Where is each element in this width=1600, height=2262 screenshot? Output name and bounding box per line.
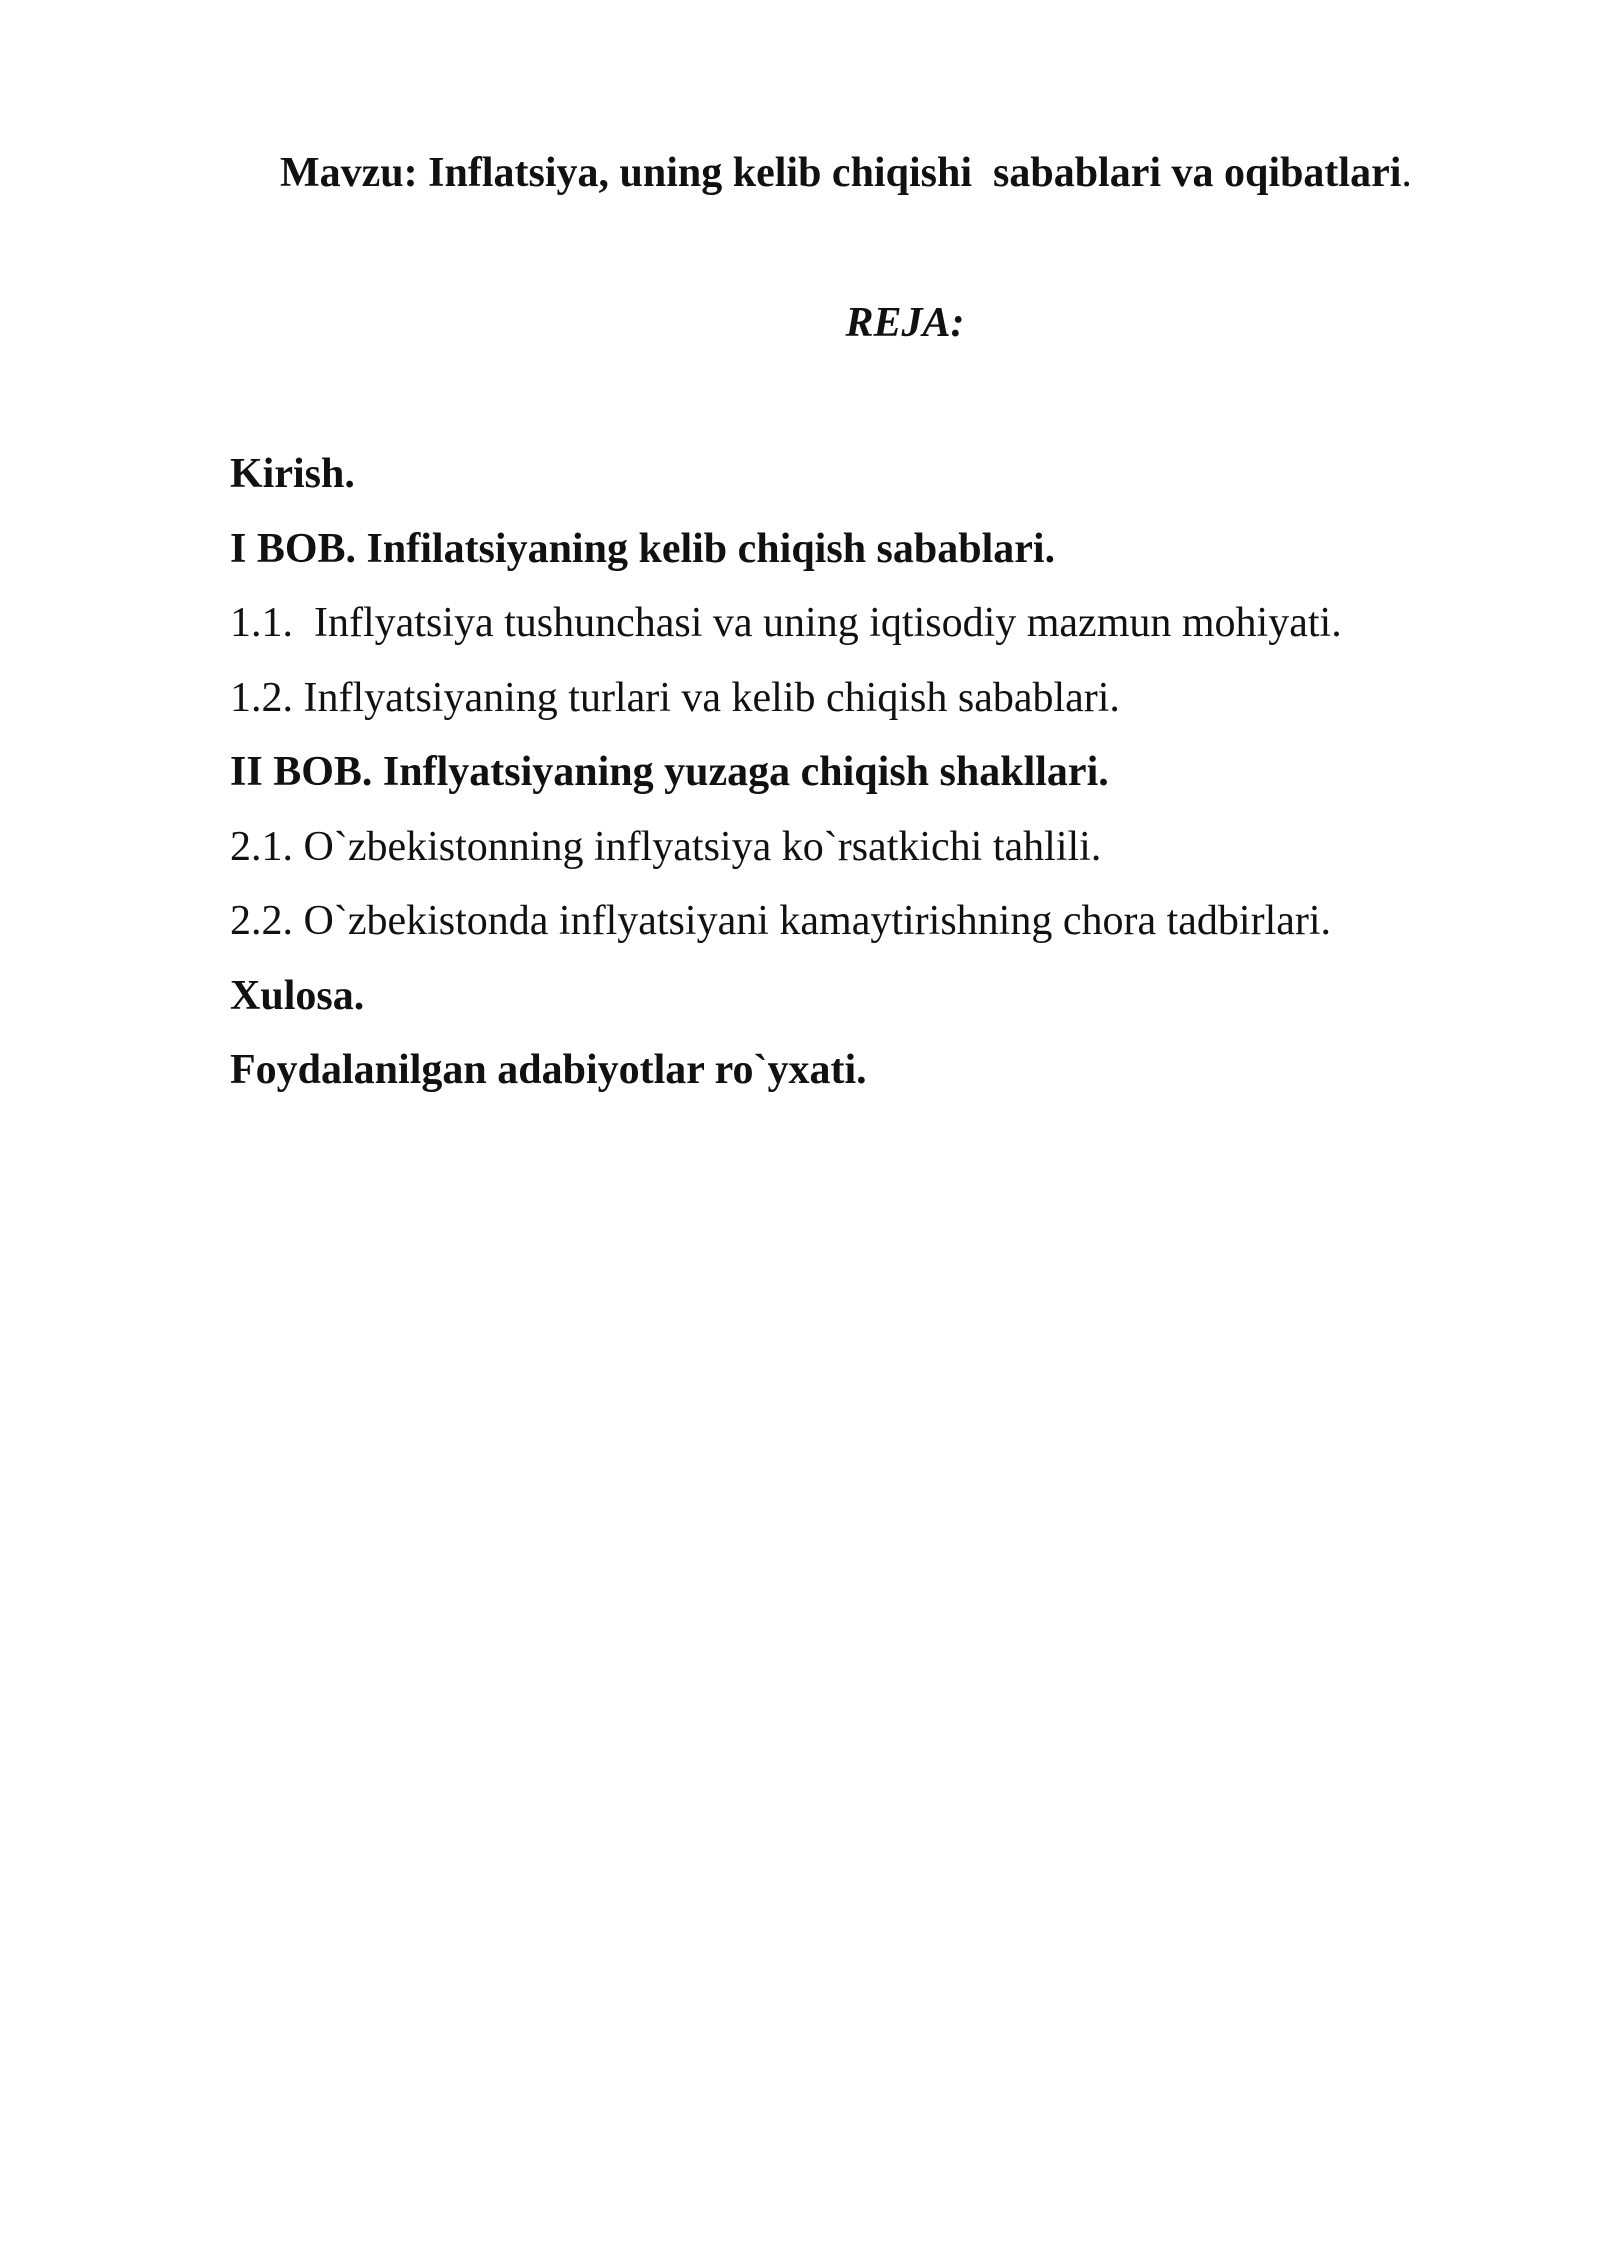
plan-item-section-2-2: 2.2. O`zbekistonda inflyatsiyani kamaytirishning chora tadbirlari.: [230, 898, 1332, 944]
plan-item-introduction: Kirish.: [230, 451, 355, 497]
document-title-text: Mavzu: Inflatsiya, uning kelib chiqishi sabablari va oqibatlari: [280, 150, 1402, 196]
plan-item-references: Foydalanilgan adabiyotlar ro`yxati.: [230, 1047, 867, 1093]
plan-item-section-1-1: 1.1. Inflyatsiya tushunchasi va uning iqtisodiy mazmun mohiyati.: [230, 600, 1342, 646]
plan-heading: REJA:: [845, 300, 965, 346]
document-title-end: .: [1401, 150, 1412, 196]
plan-item-section-2-1: 2.1. O`zbekistonning inflyatsiya ko`rsatkichi tahlili.: [230, 823, 1102, 870]
plan-item-section-1-2: 1.2. Inflyatsiyaning turlari va kelib chiqish sabablari.: [230, 674, 1120, 721]
plan-item-chapter-1: I BOB. Infilatsiyaning kelib chiqish sabablari.: [230, 525, 1056, 572]
plan-item-conclusion: Xulosa.: [230, 972, 365, 1019]
document-title: [280, 152, 1412, 194]
plan-item-chapter-2: II BOB. Inflyatsiyaning yuzaga chiqish shakllari.: [230, 749, 1109, 795]
plan-list: [230, 453, 1342, 1124]
